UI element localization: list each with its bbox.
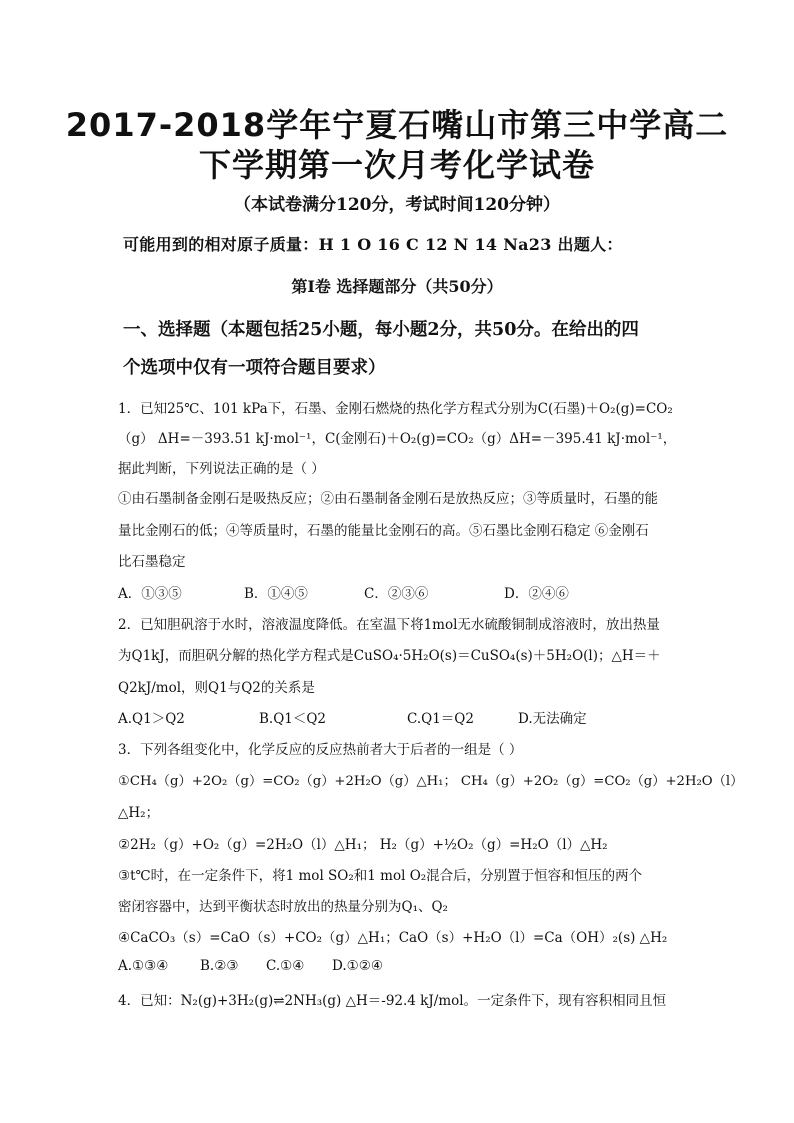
q1-line2: （g） ΔH=－393.51 kJ·mol⁻¹，C(金刚石)＋O₂(g)=CO₂（g）ΔH=－395.41 kJ·mol⁻¹， (118, 431, 677, 447)
q1-line1: 1．已知25℃、101 kPa下，石墨、金刚石燃烧的热化学方程式分别为C(石墨)＋O₂(g)=CO₂ (118, 401, 673, 417)
exam-title-line2: 下学期第一次月考化学试卷 (198, 146, 595, 184)
q1-line3: 据此判断，下列说法正确的是（ ） (118, 461, 325, 477)
q2-choice-b: B.Q1＜Q2 (259, 711, 327, 727)
q1-choice-d: D．②④⑥ (504, 586, 569, 602)
q3-line2: ①CH₄（g）+2O₂（g）=CO₂（g）+2H₂O（g）△H₁； CH₄（g）+2O₂（g）=CO₂（g）+2H₂O（l） (118, 774, 744, 789)
section-heading-line1: 一、选择题（本题包括25小题，每小题2分，共50分。在给出的四 (123, 320, 639, 340)
q3-line7: ④CaCO₃（s）=CaO（s）+CO₂（g）△H₁；CaO（s）+H₂O（l）=Ca（OH）₂(s) △H₂ (118, 930, 668, 946)
q3-line5: ③t℃时，在一定条件下，将1 mol SO₂和1 mol O₂混合后，分别置于恒容和恒压的两个 (118, 868, 643, 884)
part-title: 第Ⅰ卷 选择题部分（共50分） (291, 277, 503, 296)
exam-subtitle: （本试卷满分120分，考试时间120分钟） (234, 195, 560, 215)
q1-choice-a: A．①③⑤ (118, 586, 182, 602)
q3-choice-b: B.②③ (200, 958, 239, 974)
q3-line3: △H₂； (118, 805, 160, 821)
q4-line1: 4．已知：N₂(g)+3H₂(g)⇌2NH₃(g) △H＝-92.4 kJ/mol。一定条件下，现有容积相同且恒 (118, 993, 667, 1009)
q2-choice-d: D.无法确定 (518, 711, 587, 727)
q2-line1: 2．已知胆矾溶于水时，溶液温度降低。在室温下将1mol无水硫酸铜制成溶液时，放出热量 (118, 617, 660, 633)
q1-line5: 量比金刚石的低；④等质量时，石墨的能量比金刚石的高。⑤石墨比金刚石稳定 ⑥金刚石 (118, 523, 649, 539)
q3-choice-a: A.①③④ (118, 958, 169, 974)
section-heading-line2: 个选项中仅有一项符合题目要求） (123, 358, 386, 378)
q3-line1: 3．下列各组变化中，化学反应的反应热前者大于后者的一组是（ ） (118, 742, 523, 758)
q2-line2: 为Q1kJ，而胆矾分解的热化学方程式是CuSO₄·5H₂O(s)＝CuSO₄(s)＋5H₂O(l)；△H＝＋ (118, 648, 661, 664)
q1-choice-c: C．②③⑥ (364, 586, 429, 602)
q3-choice-c: C.①④ (266, 958, 305, 974)
q2-choice-a: A.Q1＞Q2 (118, 711, 185, 727)
q1-choice-b: B．①④⑤ (244, 586, 308, 602)
atomic-masses-line: 可能用到的相对原子质量：H 1 O 16 C 12 N 14 Na23 出题人： (123, 235, 623, 254)
q3-line4: ②2H₂（g）+O₂（g）=2H₂O（l）△H₁； H₂（g）+½O₂（g）=H₂O（l）△H₂ (118, 837, 608, 853)
q1-line4: ①由石墨制备金刚石是吸热反应；②由石墨制备金刚石是放热反应；③等质量时，石墨的能 (118, 491, 658, 507)
q2-choice-c: C.Q1＝Q2 (407, 711, 474, 727)
q1-line6: 比石墨稳定 (118, 554, 186, 570)
q3-line6: 密闭容器中，达到平衡状态时放出的热量分别为Q₁、Q₂ (118, 899, 448, 915)
q3-choice-d: D.①②④ (332, 958, 383, 974)
q2-line3: Q2kJ/mol，则Q1与Q2的关系是 (118, 680, 315, 696)
exam-title-line1: 2017-2018学年宁夏石嘴山市第三中学高二 (65, 106, 729, 144)
